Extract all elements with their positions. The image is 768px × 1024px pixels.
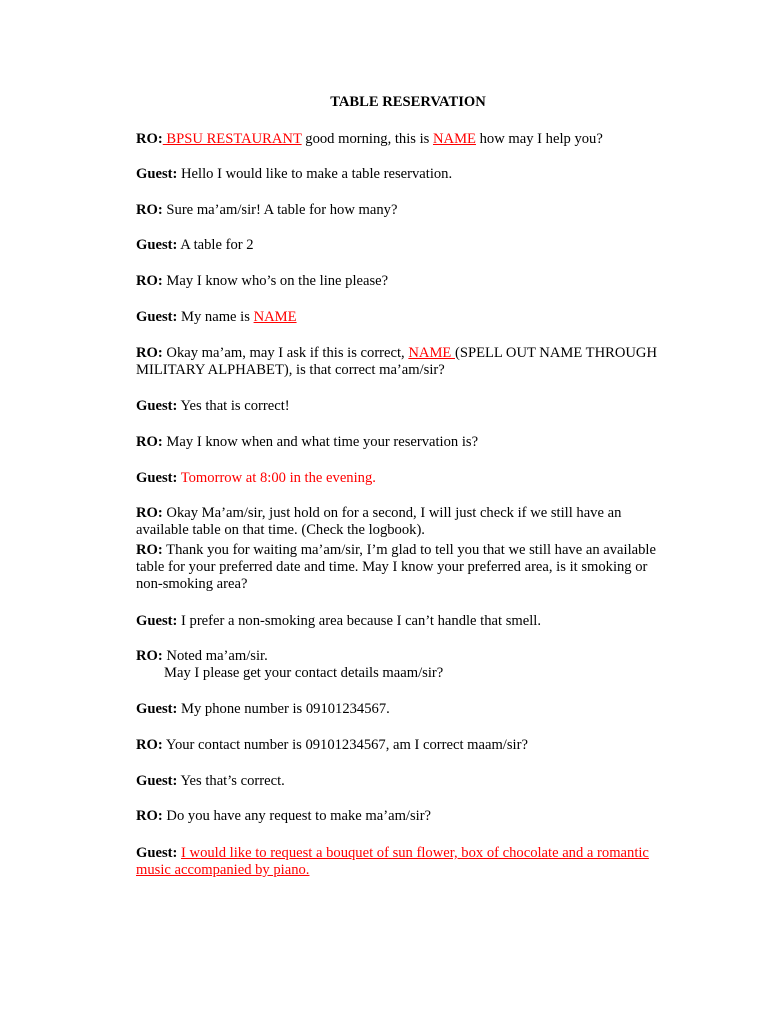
dialogue-line [136, 308, 696, 326]
dialogue-line [136, 504, 696, 522]
dialogue-line [136, 844, 696, 862]
dialogue-line [136, 558, 696, 576]
line-text: Yes that’s correct. [177, 773, 285, 789]
line-text: table for your preferred date and time. May I know your preferred area, is it smoking or [136, 559, 648, 575]
speaker-label: Guest: [136, 237, 178, 253]
dialogue-line [136, 433, 696, 451]
speaker-label: Guest: [136, 166, 178, 182]
line-text: (SPELL OUT NAME THROUGH [454, 345, 658, 361]
line-text: good morning, this is [301, 131, 433, 147]
line-text: My phone number is 09101234567. [177, 701, 390, 717]
speaker-label: Guest: [136, 470, 178, 486]
speaker-label: RO: [136, 542, 163, 558]
dialogue-line [136, 647, 696, 665]
dialogue-line [136, 575, 696, 593]
line-text: how may I help you? [475, 131, 603, 147]
line-text: A table for 2 [177, 237, 254, 253]
line-text: Your contact number is 09101234567, am I correct maam/sir? [162, 737, 528, 753]
dialogue-line [136, 130, 696, 148]
dialogue-line [136, 807, 696, 825]
line-text: Yes that is correct! [177, 398, 290, 414]
dialogue-line [136, 772, 696, 790]
highlighted-text: I would like to request a bouquet of sun flower, box of chocolate and a romantic [181, 845, 649, 861]
dialogue-line [136, 201, 696, 219]
line-text: Hello I would like to make a table reservation. [177, 166, 453, 182]
dialogue-line [136, 700, 696, 718]
line-text: MILITARY ALPHABET), is that correct ma’am/sir? [136, 362, 445, 378]
dialogue-line [136, 664, 724, 682]
highlighted-text: NAME [253, 309, 297, 325]
speaker-label: RO: [136, 202, 163, 218]
highlighted-text: NAME [432, 131, 476, 147]
line-text: May I know who’s on the line please? [162, 273, 389, 289]
speaker-label: RO: [136, 808, 163, 824]
line-text: Thank you for waiting ma’am/sir, I’m glad to tell you that we still have an available [162, 542, 656, 558]
highlighted-text: BPSU RESTAURANT [162, 131, 302, 147]
line-text: Noted ma’am/sir. [162, 648, 268, 664]
dialogue-line [136, 612, 696, 630]
dialogue-line [136, 272, 696, 290]
line-text: May I please get your contact details maam/sir? [164, 665, 444, 681]
highlighted-text: Tomorrow at 8:00 in the evening. [177, 470, 376, 486]
highlighted-text: music accompanied by piano. [136, 862, 310, 878]
dialogue-line [136, 236, 696, 254]
page-title: TABLE RESERVATION [330, 94, 486, 110]
highlighted-text: NAME [408, 345, 455, 361]
line-text: Sure ma’am/sir! A table for how many? [162, 202, 398, 218]
dialogue-line [136, 861, 696, 879]
speaker-label: Guest: [136, 701, 178, 717]
dialogue-line [136, 469, 696, 487]
speaker-label: Guest: [136, 398, 178, 414]
dialogue-line [136, 344, 696, 362]
line-text: available table on that time. (Check the logbook). [136, 522, 425, 538]
speaker-label: RO: [136, 648, 163, 664]
speaker-label: RO: [136, 131, 163, 147]
dialogue-line [136, 397, 696, 415]
speaker-label: RO: [136, 345, 163, 361]
dialogue-line [136, 165, 696, 183]
dialogue-line [136, 541, 696, 559]
speaker-label: Guest: [136, 613, 178, 629]
dialogue-line [136, 361, 696, 379]
line-text: May I know when and what time your reservation is? [162, 434, 479, 450]
line-text: Okay ma’am, may I ask if this is correct, [162, 345, 409, 361]
speaker-label: RO: [136, 273, 163, 289]
speaker-label: RO: [136, 737, 163, 753]
speaker-label: Guest: [136, 773, 178, 789]
line-text: Okay Ma’am/sir, just hold on for a second, I will just check if we still have an [162, 505, 622, 521]
speaker-label: Guest: [136, 309, 178, 325]
speaker-label: Guest: [136, 845, 178, 861]
line-text: Do you have any request to make ma’am/sir? [162, 808, 432, 824]
line-text: I prefer a non-smoking area because I can’t handle that smell. [177, 613, 541, 629]
line-text: My name is [177, 309, 254, 325]
line-text: non-smoking area? [136, 576, 248, 592]
speaker-label: RO: [136, 505, 163, 521]
dialogue-line [136, 736, 696, 754]
dialogue-line [136, 521, 696, 539]
speaker-label: RO: [136, 434, 163, 450]
